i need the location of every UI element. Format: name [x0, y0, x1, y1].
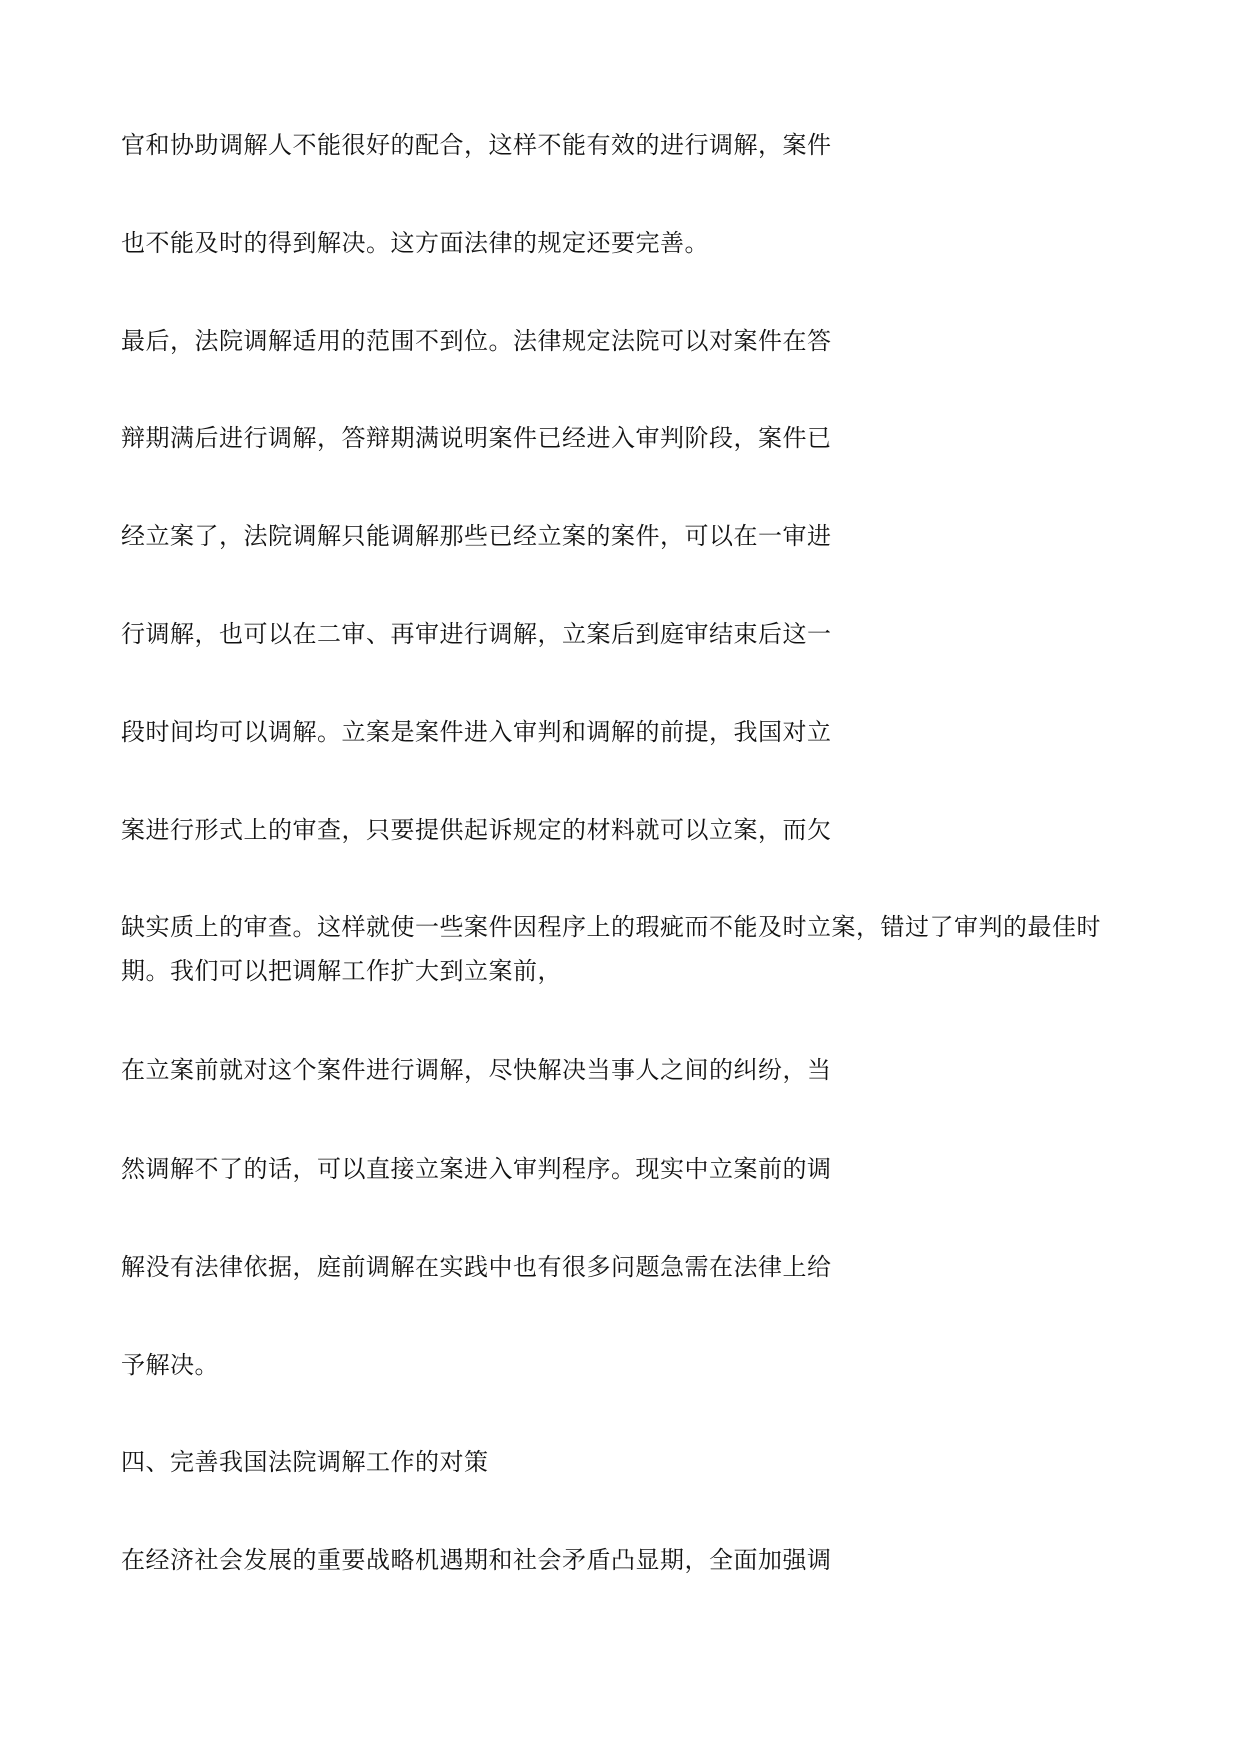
section-heading: 四、完善我国法院调解工作的对策: [121, 1448, 489, 1476]
body-text-line: 在立案前就对这个案件进行调解，尽快解决当事人之间的纠纷，当: [121, 1056, 832, 1084]
body-text-line: 辩期满后进行调解，答辩期满说明案件已经进入审判阶段，案件已: [121, 424, 832, 452]
body-text-line: 经立案了，法院调解只能调解那些已经立案的案件，可以在一审进: [121, 522, 832, 550]
body-text-line: 最后，法院调解适用的范围不到位。法律规定法院可以对案件在答: [121, 327, 832, 355]
body-text-line: 案进行形式上的审查，只要提供起诉规定的材料就可以立案，而欠: [121, 816, 832, 844]
body-text-line: 缺实质上的审查。这样就使一些案件因程序上的瑕疵而不能及时立案，错过了审判的最佳时: [121, 913, 1101, 941]
body-text-line: 然调解不了的话，可以直接立案进入审判程序。现实中立案前的调: [121, 1155, 832, 1183]
body-text-line: 官和协助调解人不能很好的配合，这样不能有效的进行调解，案件: [121, 131, 832, 159]
body-text-line: 在经济社会发展的重要战略机遇期和社会矛盾凸显期，全面加强调: [121, 1546, 832, 1574]
body-text-line: 解没有法律依据，庭前调解在实践中也有很多问题急需在法律上给: [121, 1253, 832, 1281]
body-text-line: 行调解，也可以在二审、再审进行调解，立案后到庭审结束后这一: [121, 620, 832, 648]
body-text-line: 也不能及时的得到解决。这方面法律的规定还要完善。: [121, 229, 709, 257]
body-text-line: 期。我们可以把调解工作扩大到立案前，: [121, 957, 562, 985]
body-text-line: 予解决。: [121, 1351, 219, 1379]
body-text-line: 段时间均可以调解。立案是案件进入审判和调解的前提，我国对立: [121, 718, 832, 746]
